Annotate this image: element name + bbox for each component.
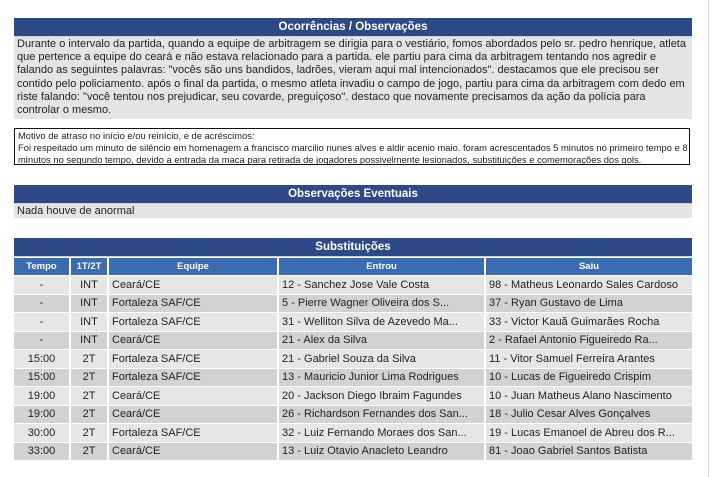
cell-tempo: -: [14, 276, 69, 294]
ocorrencias-title: Ocorrências / Observações: [14, 18, 692, 37]
column-header-periodo: 1T/2T: [71, 258, 107, 275]
page-edge-line: [708, 0, 709, 477]
motivo-atraso-box: [14, 128, 690, 165]
cell-periodo: 2T: [71, 424, 107, 442]
motivo-label: Motivo de atraso no início e/ou reinício, e de acréscimos:: [18, 130, 255, 141]
table-row: [14, 350, 692, 368]
cell-saiu: 2 - Rafael Antonio Figueiredo Ra...: [486, 332, 692, 350]
motivo-text: Foi respeitado um minuto de silêncio em homenagem a francisco marcilio nunes alves e aldir acenio maio. foram acrescentados 5 minutos no primeiro tempo e 8 minutos no segundo tempo, devido a entrada da maca para retirada de jogadores possivelmente lesionados, substituições e comemorações dos gols.: [18, 142, 688, 165]
table-row: [14, 443, 692, 461]
cell-tempo: 33:00: [14, 443, 69, 461]
cell-tempo: 19:00: [14, 387, 69, 405]
substituicoes-table: [12, 257, 694, 461]
cell-entrou: 21 - Alex da Silva: [279, 332, 484, 350]
observacoes-eventuais-title: Observações Eventuais: [14, 185, 692, 204]
table-row: [14, 313, 692, 331]
substituicoes-section: [14, 238, 692, 461]
table-row: [14, 295, 692, 313]
ocorrencias-text: Durante o intervalo da partida, quando a equipe de arbitragem se dirigia para o vestiário, fomos abordados pelo sr. pedro henrique, atleta que pertence a equipe do ceará e não estava relacionado para a partida. ele partiu para cima da arbitragem tentando nos agredir e falando as seguintes palavras: "vocês são uns bandidos, ladrões, vieram aqui mal intencionados". destacamos que ele precisou ser contido pelo policiamento. após o final da partida, o mesmo atleta invadiu o campo de jogo, partiu para cima da arbitragem com dedo em riste falando: "você tentou nos prejudicar, seu covarde, preguiçoso". destaco que novamente precisamos da ação da polícia para controlar o mesmo.: [14, 37, 692, 119]
table-row: [14, 387, 692, 405]
column-header-entrou: Entrou: [279, 258, 484, 275]
cell-equipe: Ceará/CE: [109, 332, 277, 350]
cell-periodo: 2T: [71, 369, 107, 387]
cell-periodo: 2T: [71, 350, 107, 368]
cell-equipe: Ceará/CE: [109, 406, 277, 424]
cell-entrou: 13 - Luiz Otavio Anacleto Leandro: [279, 443, 484, 461]
cell-saiu: 10 - Juan Matheus Alano Nascimento: [486, 387, 692, 405]
cell-tempo: -: [14, 313, 69, 331]
cell-tempo: 15:00: [14, 350, 69, 368]
cell-equipe: Ceará/CE: [109, 443, 277, 461]
cell-periodo: 2T: [71, 387, 107, 405]
cell-saiu: 11 - Vitor Samuel Ferreira Arantes: [486, 350, 692, 368]
substituicoes-title: Substituições: [14, 238, 692, 257]
column-header-saiu: Saiu: [486, 258, 692, 275]
cell-equipe: Fortaleza SAF/CE: [109, 369, 277, 387]
cell-periodo: 2T: [71, 406, 107, 424]
cell-saiu: 33 - Victor Kauã Guimarães Rocha: [486, 313, 692, 331]
cell-entrou: 31 - Welliton Silva de Azevedo Ma...: [279, 313, 484, 331]
cell-entrou: 12 - Sanchez Jose Vale Costa: [279, 276, 484, 294]
cell-periodo: INT: [71, 332, 107, 350]
cell-tempo: 19:00: [14, 406, 69, 424]
cell-equipe: Fortaleza SAF/CE: [109, 313, 277, 331]
column-header-equipe: Equipe: [109, 258, 277, 275]
cell-entrou: 32 - Luiz Fernando Moraes dos San...: [279, 424, 484, 442]
cell-periodo: 2T: [71, 443, 107, 461]
table-row: [14, 332, 692, 350]
table-row: [14, 369, 692, 387]
cell-periodo: INT: [71, 313, 107, 331]
cell-entrou: 13 - Mauricio Junior Lima Rodrigues: [279, 369, 484, 387]
cell-entrou: 20 - Jackson Diego Ibraim Fagundes: [279, 387, 484, 405]
cell-equipe: Ceará/CE: [109, 387, 277, 405]
cell-entrou: 26 - Richardson Fernandes dos San...: [279, 406, 484, 424]
observacoes-eventuais-text: Nada houve de anormal: [14, 204, 692, 218]
observacoes-eventuais-section: [14, 185, 692, 218]
cell-entrou: 5 - Pierre Wagner Oliveira dos S...: [279, 295, 484, 313]
cell-saiu: 81 - Joao Gabriel Santos Batista: [486, 443, 692, 461]
cell-equipe: Ceará/CE: [109, 276, 277, 294]
table-row: [14, 276, 692, 294]
cell-tempo: 30:00: [14, 424, 69, 442]
cell-equipe: Fortaleza SAF/CE: [109, 350, 277, 368]
table-row: [14, 424, 692, 442]
cell-entrou: 21 - Gabriel Souza da Silva: [279, 350, 484, 368]
cell-equipe: Fortaleza SAF/CE: [109, 424, 277, 442]
cell-saiu: 19 - Lucas Emanoel de Abreu dos R...: [486, 424, 692, 442]
cell-saiu: 10 - Lucas de Figueiredo Crispim: [486, 369, 692, 387]
cell-tempo: -: [14, 332, 69, 350]
column-header-tempo: Tempo: [14, 258, 69, 275]
table-row: [14, 406, 692, 424]
cell-saiu: 98 - Matheus Leonardo Sales Cardoso: [486, 276, 692, 294]
cell-equipe: Fortaleza SAF/CE: [109, 295, 277, 313]
cell-saiu: 18 - Julio Cesar Alves Gonçalves: [486, 406, 692, 424]
cell-saiu: 37 - Ryan Gustavo de Lima: [486, 295, 692, 313]
cell-periodo: INT: [71, 295, 107, 313]
ocorrencias-section: [14, 18, 692, 119]
cell-periodo: INT: [71, 276, 107, 294]
table-header-row: [14, 258, 692, 275]
cell-tempo: 15:00: [14, 369, 69, 387]
cell-tempo: -: [14, 295, 69, 313]
